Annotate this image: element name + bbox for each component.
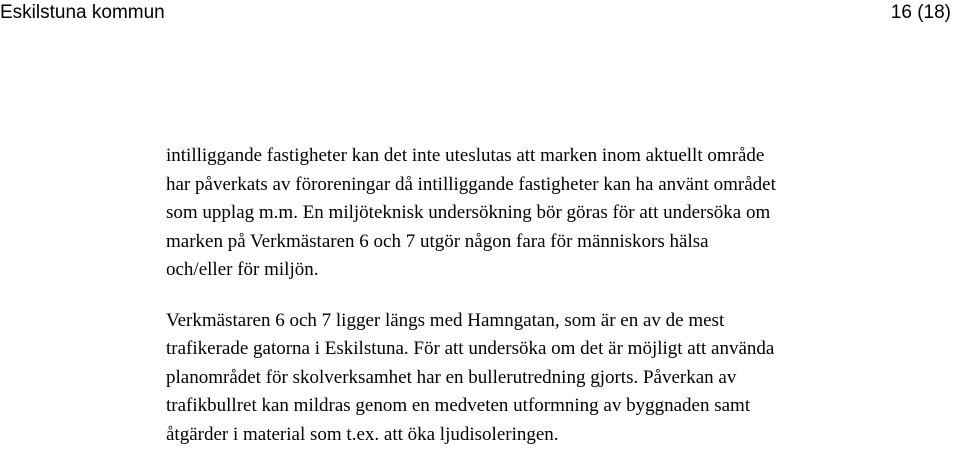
text-line: trafikbullret kan mildras genom en medveten utformning av byggnaden samt [166, 395, 751, 416]
text-line: marken på Verkmästaren 6 och 7 utgör någon fara för människors hälsa [166, 230, 709, 252]
text-line: trafikerade gatorna i Eskilstuna. För att undersöka om det är möjligt att använda [166, 338, 775, 359]
page-number: 16 (18) [890, 2, 951, 23]
text-line: åtgärder i material som t.ex. att öka ljudisoleringen. [166, 423, 559, 445]
paragraph-soil-contamination [166, 142, 956, 285]
text-line: planområdet för skolverksamhet har en bullerutredning gjorts. Påverkan av [166, 366, 737, 388]
text-line: har påverkats av föroreningar då intilliggande fastigheter kan ha använt området [166, 173, 776, 195]
text-line: som upplag m.m. En miljöteknisk undersökning bör göras för att undersöka om [166, 202, 771, 223]
document-body [166, 142, 956, 449]
text-line: intilliggande fastigheter kan det inte uteslutas att marken inom aktuellt område [166, 145, 765, 166]
text-line: Verkmästaren 6 och 7 ligger längs med Hamngatan, som är en av de mest [166, 309, 725, 331]
text-line: och/eller för miljön. [166, 259, 319, 280]
paragraph-traffic-noise [166, 307, 956, 450]
header-organization: Eskilstuna kommun [0, 2, 165, 23]
